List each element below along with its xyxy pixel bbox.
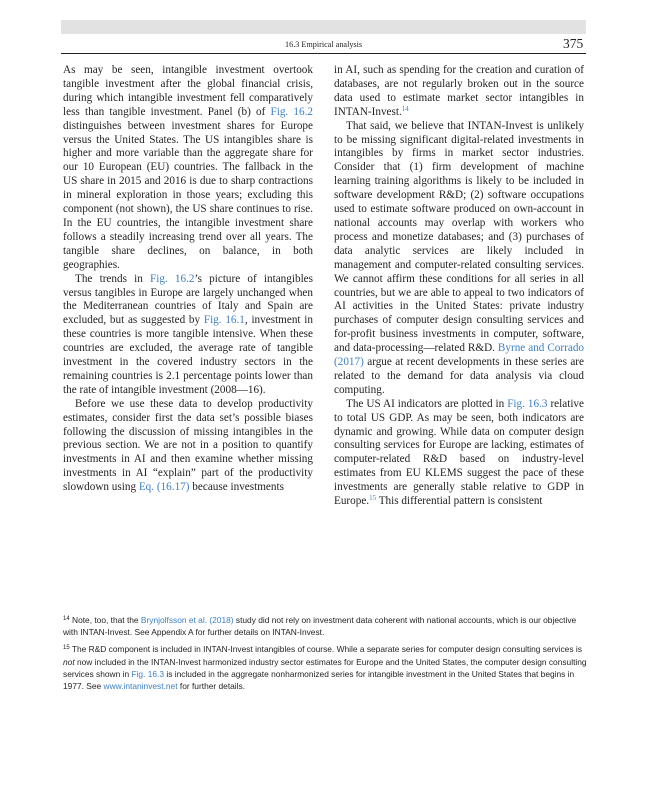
- paragraph-text: This differential pattern is consistent: [376, 495, 543, 508]
- footnote-number: 15: [63, 645, 70, 652]
- link-fig-16-2[interactable]: Fig. 16.2: [150, 272, 195, 285]
- paragraph-us-ai-indicators: [334, 398, 584, 509]
- link-fig-16-3[interactable]: Fig. 16.3: [131, 668, 165, 679]
- link-fig-16-2[interactable]: Fig. 16.2: [270, 105, 313, 118]
- link-fig-16-1[interactable]: Fig. 16.1: [203, 314, 245, 327]
- link-intaninvest-website[interactable]: www.intaninvest.net: [103, 681, 178, 692]
- footnote-text: is included in the aggregate nonharmonized series for intangible investment in the United States that begins in 1977. See: [63, 668, 575, 692]
- footnote-emphasis: not: [63, 656, 75, 667]
- footnote-ref-14[interactable]: 14: [401, 104, 409, 113]
- link-byrne-corrado-2017[interactable]: Byrne and Corrado (2017): [334, 342, 585, 369]
- paragraph-intangible-overtook: [63, 64, 313, 273]
- paragraph-text: because investments: [189, 481, 284, 494]
- right-column: [334, 64, 584, 509]
- paragraph-text: relative to total US GDP. As may be seen, both indicators are dynamic and growing. While data on computer design consulting services for Europe are lacking, estimates of computer-related R&D based on industry-level estimates from EU KLEMS suggest the pace of these investments are generally stable relative to GDP in Europe.: [334, 397, 584, 508]
- footnote-text: now included in the INTAN-Invest harmonized industry sector estimates for Europe and the United States, the computer design consulting services shown in: [63, 656, 587, 679]
- footnote-text: The R&D component is included in INTAN-Invest intangibles of course. While a separate series for computer design consulting services is: [69, 644, 582, 655]
- footnote-15: [63, 643, 588, 692]
- paragraph-text: The US AI indicators are plotted in: [346, 397, 508, 410]
- paragraph-text: That said, we believe that INTAN-Invest is unlikely to be missing significant digital-related investments in intangibles by firms in market sector industries. Consider that (1) firm development of machine learning training algorithms is likely to be included in software development R&D; (2) software occupations used to estimate software produced on own-account in national accounts may overlap with workers who process and monetize databases; and (3) purchases of data analytic services are likely included in management and computer-related consulting services. We cannot affirm these conditions for all series in all countries, but we are able to appeal to two indicators of AI activities in the United States: private industry purchases of computer design consulting services and for-profit business investments in computer, software, and data-processing—related R&D.: [334, 119, 584, 355]
- running-head: 16.3 Empirical analysis: [285, 40, 363, 49]
- link-fig-16-3[interactable]: Fig. 16.3: [507, 397, 548, 410]
- paragraph-text: The trends in: [75, 272, 150, 285]
- paragraph-trends: [63, 273, 313, 398]
- header-bar: [61, 20, 586, 34]
- paragraph-text: distinguishes between investment shares for Europe versus the United States. The US intangibles share is higher and more variable than the aggregate share for our 10 European (EU) countries. The fallback in the US share in 2015 and 2016 is due to sharp contractions in mineral exploration in those years; excluding this component (not shown), the US share continues to rise. In the EU countries, the intangible investment share follows a steadily increasing trend over all years. The tangible share declines, on balance, in both geographies.: [63, 119, 313, 271]
- footnotes: [63, 614, 588, 697]
- paragraph-ai-databases: [334, 64, 584, 120]
- link-brynjolfsson-2018[interactable]: Brynjolfsson et al. (2018): [140, 615, 234, 625]
- header-rule: [61, 53, 586, 54]
- page-number: 375: [563, 36, 584, 51]
- paragraph-text: in AI, such as spending for the creation and curation of databases, are not regularly broken out in the source data used to estimate market sector intangibles in INTAN-Invest.: [334, 64, 584, 118]
- footnote-number: 14: [63, 616, 70, 622]
- footnote-text: study did not rely on investment data coherent with national accounts, which is our objective with INTAN-Invest. See Appendix A for further details on INTAN-Invest.: [63, 615, 577, 638]
- paragraph-text: argue at recent developments in these series are related to the demand for data analysis via cloud computing.: [334, 356, 584, 396]
- paragraph-text: , investment in these countries is more tangible intensive. When these countries are excluded, the average rate of tangible investment in the covered industry sectors in the remaining countries is 2.1 percentage points lower than the rate of intangible investment (2008—16).: [63, 314, 313, 396]
- link-eq-16-17[interactable]: Eq. (16.17): [138, 481, 190, 494]
- footnote-text: Note, too, that the: [69, 615, 141, 625]
- paragraph-before-we-use: [63, 398, 313, 495]
- footnote-text: for further details.: [177, 681, 246, 692]
- footnote-ref-15[interactable]: 15: [369, 494, 377, 503]
- paragraph-that-said: [334, 120, 584, 398]
- paragraph-text: ’s picture of intangibles versus tangibles in Europe are largely unchanged when the Mediterranean countries of Italy and Spain are excluded, but as suggested by: [63, 272, 313, 327]
- paragraph-text: As may be seen, intangible investment overtook tangible investment after the global financial crisis, during which intangible investment fell comparatively less than tangible investment. Panel (b) of: [63, 64, 313, 118]
- left-column: [63, 64, 313, 495]
- footnote-14: [63, 614, 588, 638]
- paragraph-text: Before we use these data to develop productivity estimates, consider first the data set’s possible biases following the discussion of missing intangibles in the previous section. We are not in a position to quantify investments in AI and then examine whether missing investments in AI “explain” part of the productivity slowdown using: [63, 397, 313, 494]
